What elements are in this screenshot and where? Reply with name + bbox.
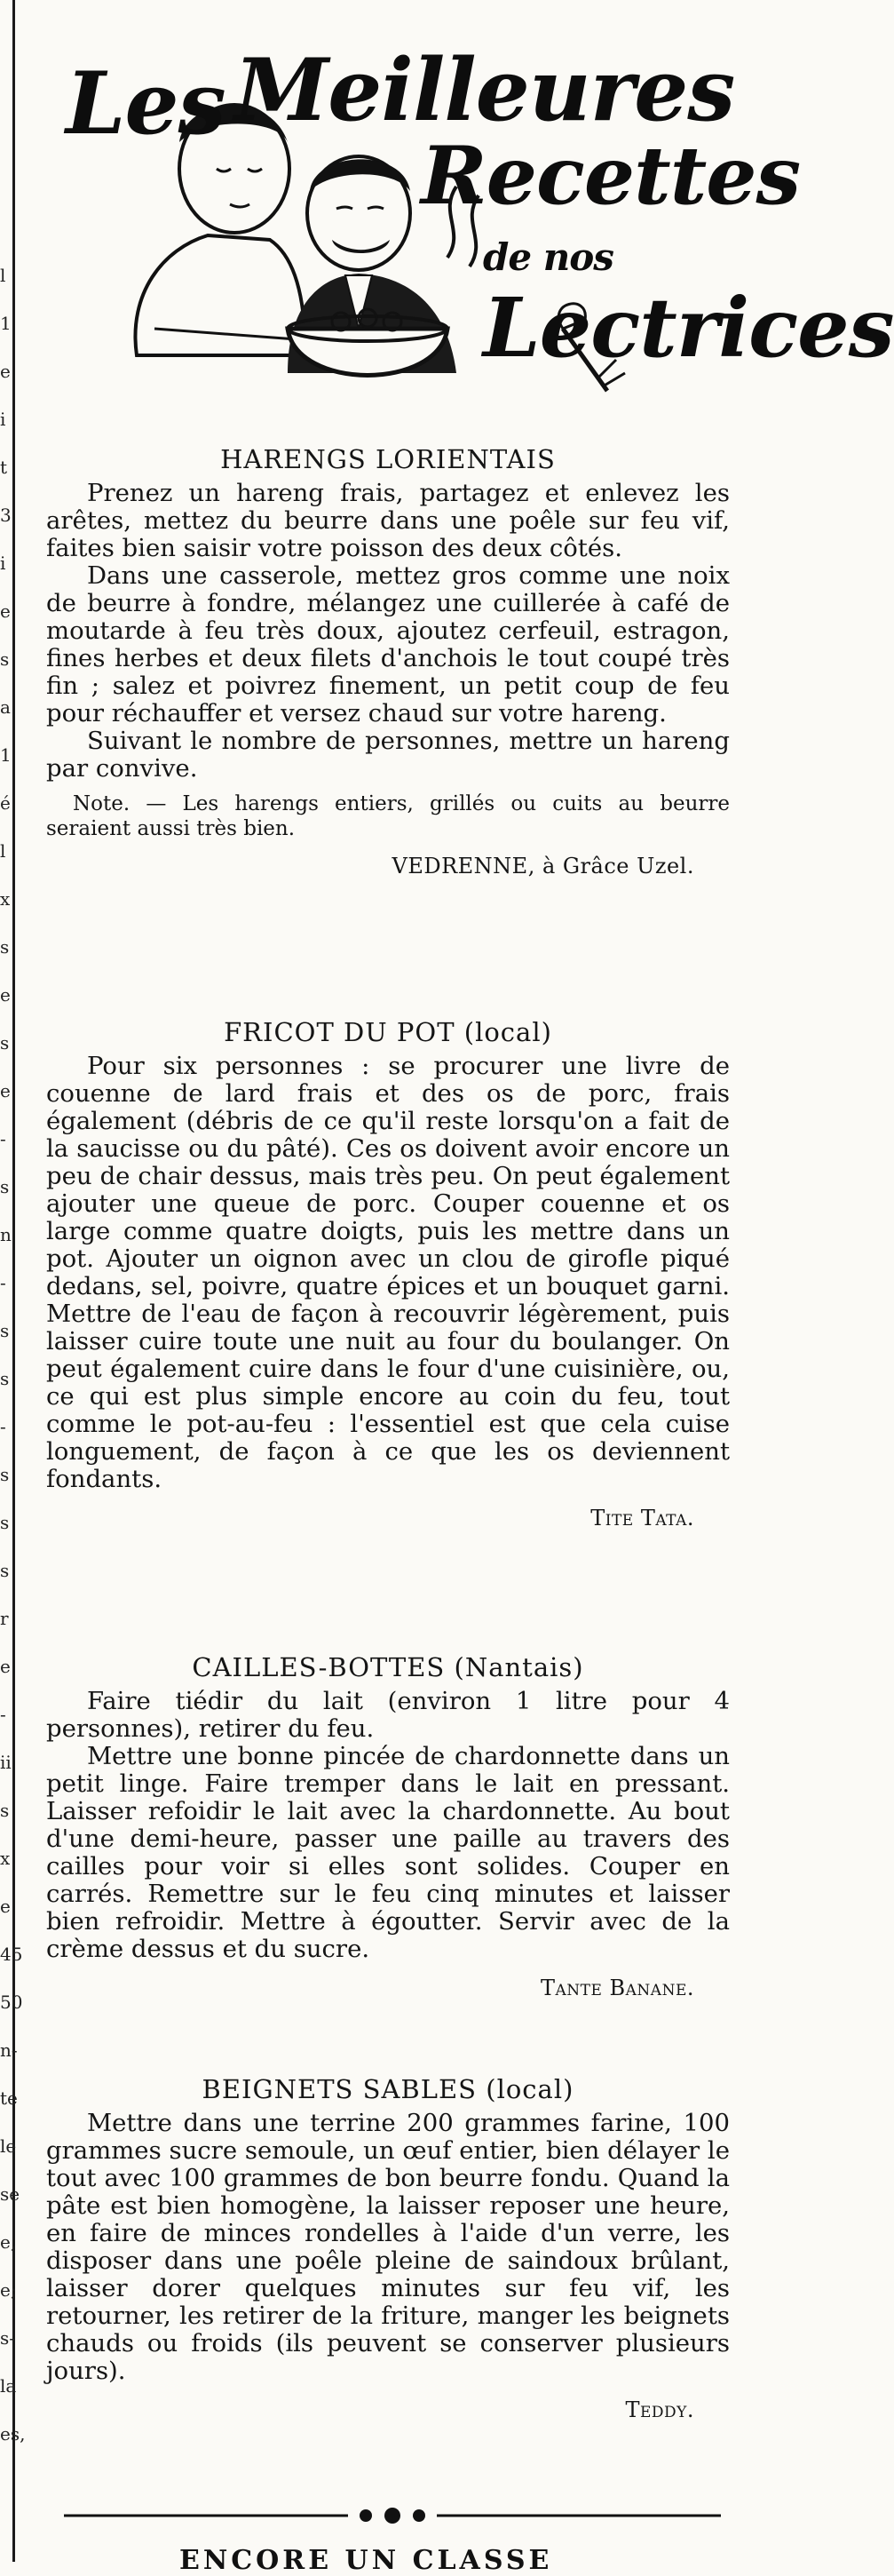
left-fragment: i [0, 553, 6, 574]
left-fragment: s [0, 648, 10, 670]
section-ornament [64, 2505, 721, 2526]
recipe-paragraph: Prenez un hareng frais, partagez et enlevez les arêtes, mettez du beurre dans une poêle sur feu vif, faites bien saisir votre poisson des deux côtés. [46, 479, 730, 562]
title-de-nos: de nos [483, 235, 613, 279]
left-fragment: ii [0, 1752, 12, 1773]
left-fragment: n- [0, 2039, 18, 2061]
recipe-signature: Teddy. [625, 2397, 694, 2422]
left-fragment: e, [0, 2231, 17, 2253]
left-fragment: - [0, 1272, 6, 1293]
recipe-signature: Tante Banane. [540, 1976, 694, 2000]
left-fragment: 3 [0, 505, 12, 526]
left-fragment: n [0, 1224, 12, 1245]
recipe-title: CAILLES-BOTTES (Nantais) [192, 1652, 584, 1682]
title-recettes: Recettes [421, 129, 801, 223]
left-fragment: s [0, 1464, 10, 1485]
recipe-paragraph: Faire tiédir du lait (environ 1 litre pour 4 personnes), retirer du feu. [46, 1687, 730, 1743]
recipe-signature: Tite Tata. [590, 1506, 694, 1530]
recipe-paragraph: Dans une casserole, mettez gros comme une noix de beurre à fondre, mélangez une cuillerée à café de moutarde à feu très doux, ajoutez cerfeuil, estragon, fines herbes et deux filets d'anchois le tout coupé très fin ; salez et poivrez finement, un petit coup de feu pour réchauffer et versez chaud sur votre hareng. [46, 561, 730, 727]
left-fragment: 45 [0, 1944, 23, 1965]
left-fragment: s [0, 1512, 10, 1533]
left-fragment: e [0, 1656, 11, 1677]
left-fragment: la [0, 2375, 17, 2397]
left-fragment: 1 [0, 744, 12, 766]
recipe-paragraph: Mettre dans une terrine 200 grammes farine, 100 grammes sucre semoule, un œuf entier, bien délayer le tout avec 100 grammes de bon beurre fondu. Quand la pâte est bien homogène, la laisser reposer une heure, en faire de minces rondelles à l'aide d'un verre, les disposer dans une poêle pleine de saindoux brûlant, laisser dorer quelques minutes sur feu vif, les retourner, les retirer de la friture, manger les beignets chauds ou froids (ils peuvent se conserver plusieurs jours). [46, 2109, 730, 2385]
recipe-paragraph: Pour six personnes : se procurer une livre de couenne de lard frais et des os de porc, frais également (débris de ce qu'il reste lorsqu'on a fait de la saucisse ou du pâté). Ces os doivent avoir encore un peu de chair dessus, mais très peu. On peut également ajouter une queue de porc. Couper couenne et os large comme quatre doigts, puis les mettre dans un pot. Ajouter un oignon avec un clou de girofle piqué dedans, sel, poivre, quatre épices et un bouquet garni. Mettre de l'eau de façon à recouvrir légèrement, puis laisser cuire toute une nuit au four du boulanger. On peut également cuire dans le four d'une cuisinière, ou, ce qui est plus simple encore au coin du feu, tout comme le pot-au-feu : l'essentiel est que cela cuise longuement, de façon à ce que les os deviennent fondants. [46, 1052, 730, 1493]
left-fragment: s [0, 1560, 10, 1581]
left-fragment: - [0, 1704, 6, 1725]
left-fragment: s [0, 1368, 10, 1389]
left-fragment: a [0, 696, 11, 718]
left-fragment: e [0, 1896, 11, 1917]
left-fragment: e [0, 1080, 11, 1101]
left-fragment: r [0, 1608, 9, 1629]
left-fragment: 1 [0, 313, 12, 334]
recipe-note: Note. — Les harengs entiers, grillés ou cuits au beurre seraient aussi très bien. [46, 792, 730, 840]
recipe-signature: VEDRENNE, à Grâce Uzel. [392, 854, 694, 879]
left-fragment: x [0, 888, 11, 910]
left-fragment: - [0, 1416, 6, 1437]
left-fragment: le [0, 2135, 17, 2157]
left-fragment: 50 [0, 1992, 23, 2013]
recipe-fricot [46, 1017, 730, 1530]
recipe-title: BEIGNETS SABLES (local) [202, 2074, 574, 2104]
recipe-paragraph: Mettre une bonne pincée de chardonnette dans un petit linge. Faire tremper dans le lait en pressant. Laisser refoidir le lait avec la chardonnette. Au bout d'une demi-heure, passer une paille au travers des cailles pour voir si elles sont solides. Couper en carrés. Remettre sur le feu cinq minutes et laisser bien refroidir. Mettre à égoutter. Servir avec de la crème dessus et du sucre. [46, 1742, 730, 1963]
recipe-title: FRICOT DU POT (local) [224, 1017, 552, 1047]
left-fragment: - [0, 1128, 6, 1149]
recipe-column [46, 0, 894, 2576]
left-fragment: e [0, 600, 11, 622]
recipe-beignets [46, 2074, 730, 2422]
masthead [66, 36, 894, 409]
left-fragment: e [0, 361, 11, 382]
title-les: Les [66, 53, 225, 154]
left-fragment: s [0, 1032, 10, 1053]
left-fragment: s [0, 1320, 10, 1341]
left-fragment: s [0, 936, 10, 958]
column-rule [12, 0, 15, 2562]
left-fragment: x [0, 1848, 11, 1869]
left-fragment: s [0, 1800, 10, 1821]
left-fragment: te [0, 2087, 18, 2109]
recipe-cailles [46, 1652, 730, 2000]
left-fragment: i [0, 409, 6, 430]
recipe-paragraph: Suivant le nombre de personnes, mettre un hareng par convive. [46, 727, 730, 783]
recipe-harengs [46, 444, 730, 879]
left-fragment: e [0, 984, 11, 1006]
left-fragment: l [0, 265, 6, 286]
left-fragment: t [0, 457, 8, 478]
title-lectrices: Lectrices [483, 280, 894, 376]
recipe-title: HARENGS LORIENTAIS [220, 444, 556, 474]
left-fragment: l [0, 840, 6, 862]
left-fragment: s- [0, 2327, 16, 2349]
left-fragment: s [0, 1176, 10, 1197]
left-fragment: e; [0, 2279, 17, 2301]
left-fragment: se [0, 2183, 20, 2205]
title-meilleures: Meilleures [234, 40, 735, 140]
next-article-title-cut: ENCORE UN CLASSE [179, 2545, 553, 2576]
left-fragment: es, [0, 2423, 26, 2445]
left-column-fragments [0, 0, 26, 2562]
left-fragment: é [0, 792, 11, 814]
